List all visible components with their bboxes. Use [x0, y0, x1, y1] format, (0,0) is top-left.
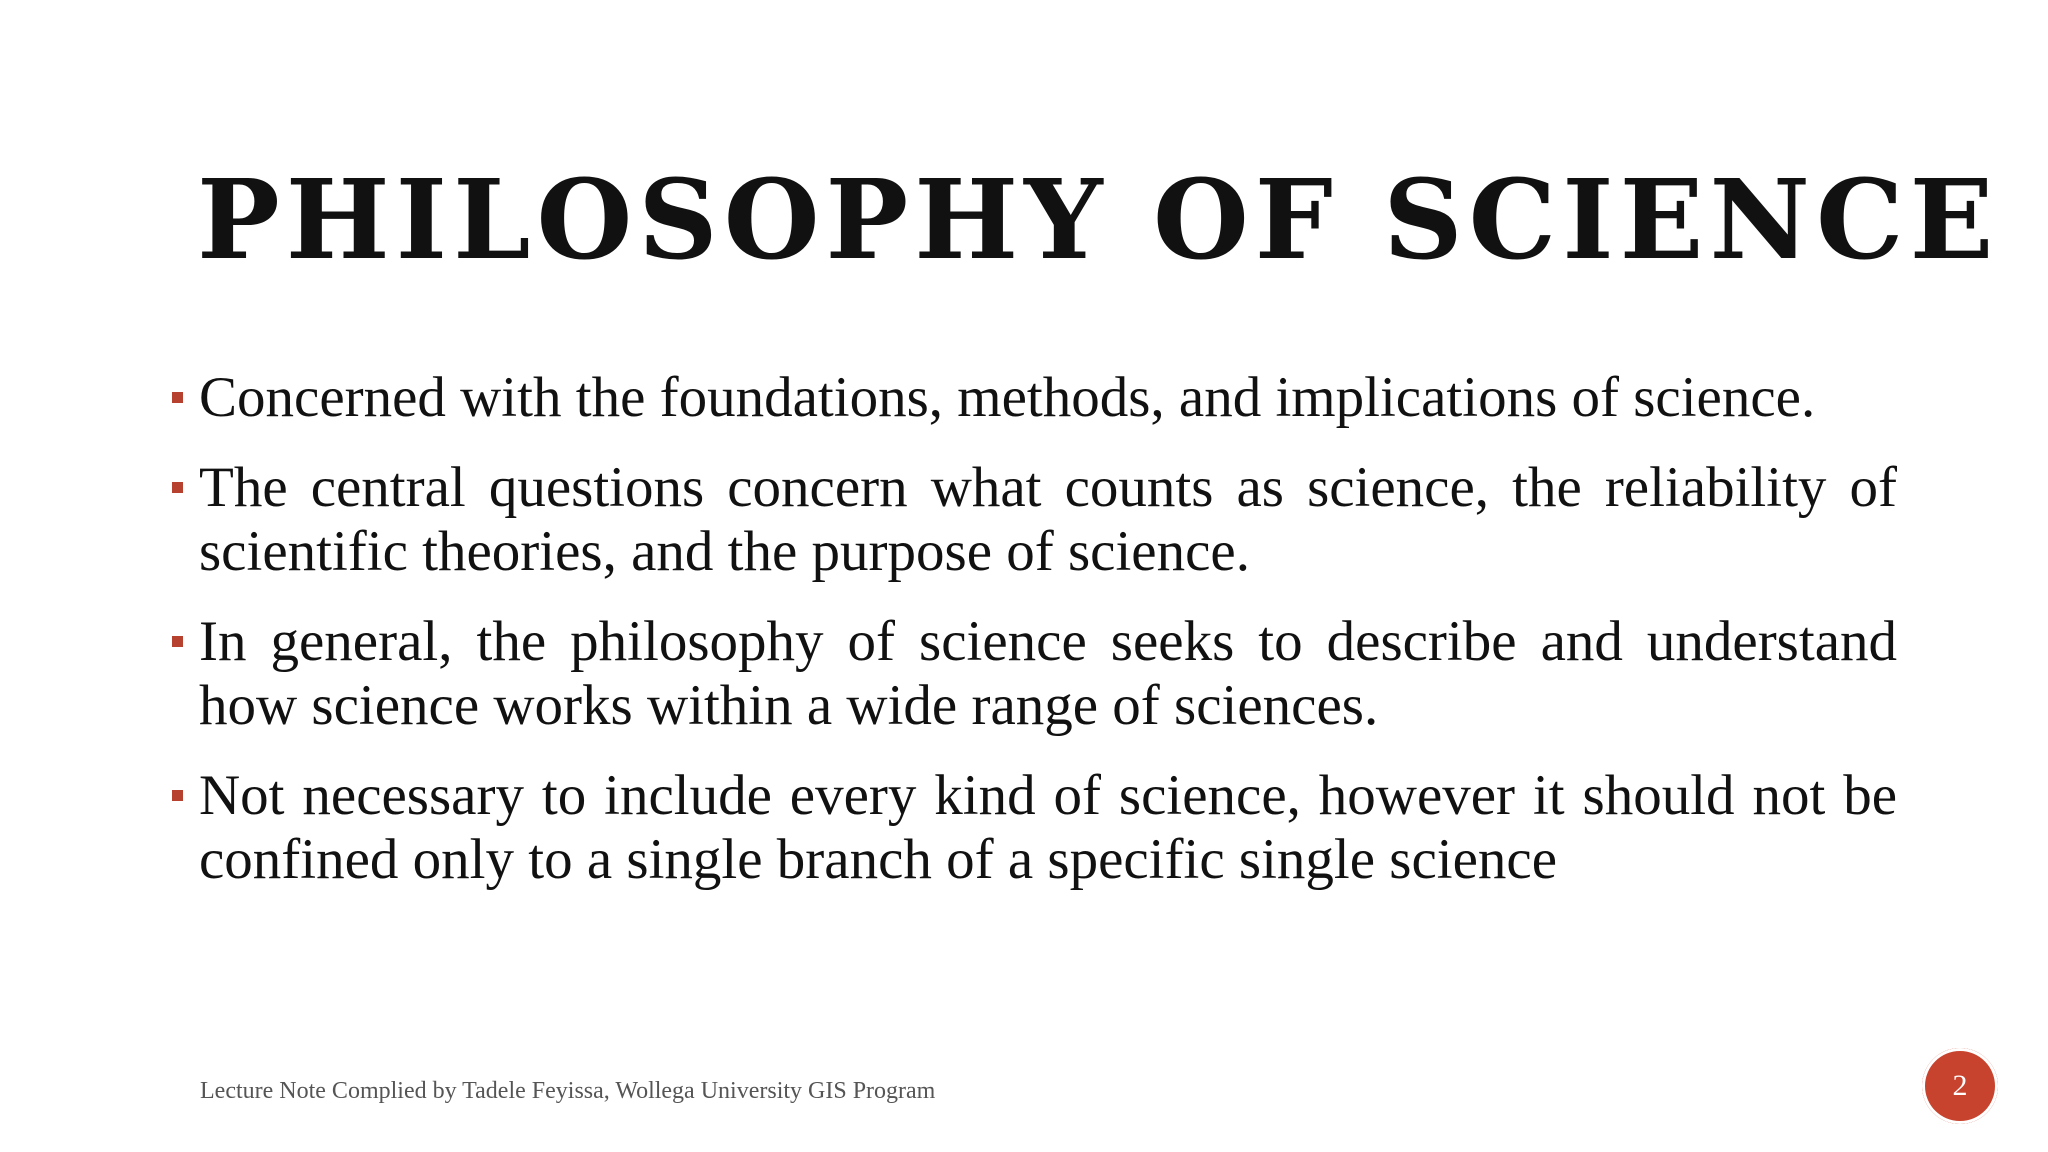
bullet-item: [172, 610, 1897, 738]
bullet-item: [172, 366, 1897, 430]
square-bullet-icon: [172, 790, 183, 801]
bullet-item: [172, 764, 1897, 892]
page-number: 2: [1952, 1069, 1968, 1102]
bullet-item: [172, 456, 1897, 584]
footer-text: Lecture Note Complied by Tadele Feyissa, Wollega University GIS Program: [200, 1078, 936, 1104]
square-bullet-icon: [172, 636, 183, 647]
bullet-text: Concerned with the foundations, methods, and implications of science.: [199, 366, 1816, 429]
bullet-text: In general, the philosophy of science seeks to describe and understand how science works within a wide range of sciences.: [199, 610, 1897, 737]
bullet-text: Not necessary to include every kind of science, however it should not be confined only to a single branch of a specific single science: [199, 764, 1897, 891]
slide-title: PHILOSOPHY OF SCIENCE: [197, 155, 2000, 284]
square-bullet-icon: [172, 392, 183, 403]
page-number-badge: [1922, 1048, 1998, 1124]
square-bullet-icon: [172, 482, 183, 493]
bullet-text: The central questions concern what counts as science, the reliability of scientific theories, and the purpose of science.: [199, 456, 1897, 583]
bullet-list: [172, 366, 1897, 892]
